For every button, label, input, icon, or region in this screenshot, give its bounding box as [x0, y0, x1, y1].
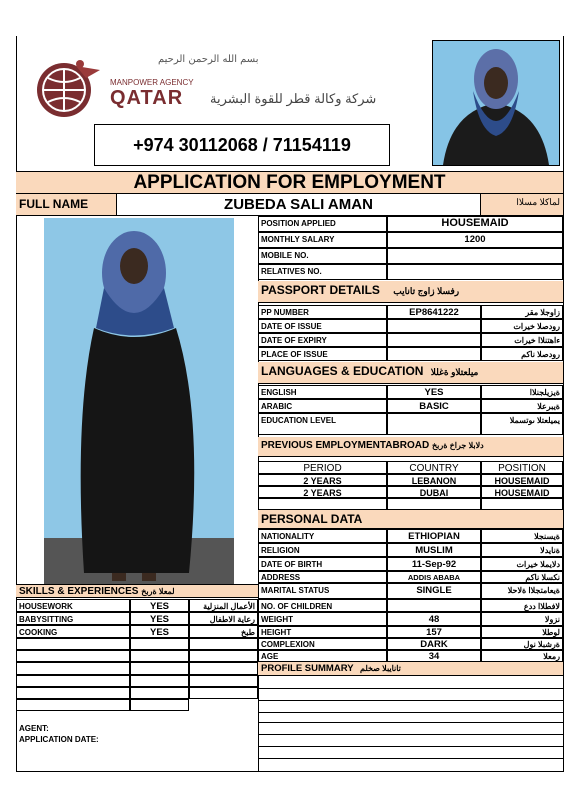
phone-box [94, 124, 390, 166]
address-value: ADDIS ABABA [387, 571, 481, 583]
passport-header-label: PASSPORT DETAILS [261, 283, 380, 297]
table-row: 2 YEARS [258, 474, 387, 486]
religion-value: MUSLIM [387, 543, 481, 557]
pp-number-value: EP8641222 [387, 305, 481, 319]
education-level-arabic: يميلعتلا ىوتسملا [481, 413, 563, 435]
table-row [481, 498, 563, 510]
babysitting-arabic: رعاية الاطفال [189, 612, 258, 625]
page-border-right [563, 36, 564, 772]
housework-label: HOUSEWORK [16, 599, 130, 612]
education-level-label: EDUCATION LEVEL [258, 413, 387, 435]
place-of-issue-arabic: رودصلا ناكم [481, 347, 563, 361]
babysitting-value: YES [130, 612, 189, 625]
table-row [387, 498, 481, 510]
languages-header-label: LANGUAGES & EDUCATION [261, 364, 424, 378]
profile-summary-header [258, 662, 563, 676]
form-title: APPLICATION FOR EMPLOYMENT [133, 172, 446, 193]
date-of-birth-label: DATE OF BIRTH [258, 557, 387, 571]
english-arabic: ةيزيلجنلاا [481, 385, 563, 399]
title-bar [16, 171, 563, 194]
complexion-value: DARK [387, 638, 481, 650]
profile-summary-label: PROFILE SUMMARY [261, 663, 354, 674]
portrait-figure [433, 41, 559, 165]
height-label: HEIGHT [258, 626, 387, 638]
phone-number: +974 30112068 / 71154119 [133, 135, 351, 155]
page-border-bottom [16, 771, 564, 772]
agency-name-arabic: شركة وكالة قطر للقوة البشرية [210, 91, 377, 106]
cooking-arabic: طبخ [189, 625, 258, 638]
full-body-photo [44, 218, 234, 584]
marital-status-label: MARITAL STATUS [258, 583, 387, 599]
date-of-issue-value [387, 319, 481, 333]
marital-status-value: SINGLE [387, 583, 481, 599]
height-arabic: لوطلا [481, 626, 563, 638]
languages-header-arabic: ميلعتلاو ةغللا [430, 367, 479, 377]
mobile-no-value [387, 248, 563, 264]
prev-employment-header [258, 437, 563, 457]
application-date-label: APPLICATION DATE: [19, 735, 99, 744]
prev-col-country: COUNTRY [387, 461, 481, 474]
religion-label: RELIGION [258, 543, 387, 557]
passport-header-arabic: رفسلا زاوج تانايب [393, 286, 460, 296]
nationality-label: NATIONALITY [258, 529, 387, 543]
height-value: 157 [387, 626, 481, 638]
portrait-photo [432, 40, 560, 166]
mobile-no-label: MOBILE NO. [258, 248, 387, 264]
table-row: LEBANON [387, 474, 481, 486]
agency-logo [30, 56, 104, 120]
date-of-expiry-value [387, 333, 481, 347]
profile-summary-arabic: تانايبلا صخلم [360, 664, 401, 673]
prev-col-period: PERIOD [258, 461, 387, 474]
prev-employment-header-label: PREVIOUS EMPLOYMENTABROAD [261, 440, 430, 451]
date-of-issue-arabic: رودصلا خيرات [481, 319, 563, 333]
skills-header-label: SKILLS & EXPERIENCES [19, 586, 139, 597]
age-arabic: رمعلا [481, 650, 563, 662]
marital-status-arabic: ةيعامتجلاا ةلاحلا [481, 583, 563, 599]
personal-header-label: PERSONAL DATA [261, 512, 363, 526]
cooking-label: COOKING [16, 625, 130, 638]
languages-header [258, 362, 563, 384]
weight-arabic: نزولا [481, 612, 563, 626]
globe-icon [30, 56, 104, 120]
full-name-label: FULL NAME [16, 194, 116, 216]
religion-arabic: ةنايدلا [481, 543, 563, 557]
position-applied-label: POSITION APPLIED [258, 216, 387, 232]
prev-col-position: POSITION [481, 461, 563, 474]
date-of-issue-label: DATE OF ISSUE [258, 319, 387, 333]
nationality-value: ETHIOPIAN [387, 529, 481, 543]
monthly-salary-value: 1200 [387, 232, 563, 248]
agency-name-small: MANPOWER AGENCY [110, 78, 194, 87]
relatives-no-value [387, 264, 563, 280]
date-of-birth-value: 11-Sep-92 [387, 557, 481, 571]
housework-value: YES [130, 599, 189, 612]
complexion-label: COMPLEXION [258, 638, 387, 650]
date-of-expiry-label: DATE OF EXPIRY [258, 333, 387, 347]
table-row [258, 498, 387, 510]
age-label: AGE [258, 650, 387, 662]
arabic-label: ARABIC [258, 399, 387, 413]
address-label: ADDRESS [258, 571, 387, 583]
english-value: YES [387, 385, 481, 399]
place-of-issue-label: PLACE OF ISSUE [258, 347, 387, 361]
age-value: 34 [387, 650, 481, 662]
table-row: HOUSEMAID [481, 474, 563, 486]
passport-header [258, 281, 563, 303]
date-of-birth-arabic: دلايملا خيرات [481, 557, 563, 571]
complexion-arabic: ةرشبلا نول [481, 638, 563, 650]
children-arabic: لافطلاا ددع [481, 599, 563, 612]
table-row: 2 YEARS [258, 486, 387, 498]
table-row: DUBAI [387, 486, 481, 498]
weight-label: WEIGHT [258, 612, 387, 626]
table-row: HOUSEMAID [481, 486, 563, 498]
education-level-value [387, 413, 481, 435]
full-name-value: ZUBEDA SALI AMAN [116, 194, 481, 216]
full-body-figure [44, 218, 234, 584]
date-of-expiry-arabic: ءاهتنلاا خيرات [481, 333, 563, 347]
position-applied-value: HOUSEMAID [387, 216, 563, 232]
full-name-arabic: لماكلا مسلاا [481, 194, 563, 216]
skills-header [16, 584, 258, 598]
babysitting-label: BABYSITTING [16, 612, 130, 625]
arabic-arabic: ةيبرعلا [481, 399, 563, 413]
prev-employment-header-arabic: دلابلا جراخ ةربخ [431, 441, 484, 450]
cooking-value: YES [130, 625, 189, 638]
english-label: ENGLISH [258, 385, 387, 399]
pp-number-label: PP NUMBER [258, 305, 387, 319]
children-label: NO. OF CHILDREN [258, 599, 387, 612]
personal-header [258, 510, 563, 529]
relatives-no-label: RELATIVES NO. [258, 264, 387, 280]
pp-number-arabic: زاوجلا مقر [481, 305, 563, 319]
children-value [387, 599, 481, 612]
nationality-arabic: ةيسنجلا [481, 529, 563, 543]
bismillah-text: بسم الله الرحمن الرحيم [158, 54, 259, 65]
skills-header-arabic: لمعلا ةربخ [141, 587, 175, 596]
monthly-salary-label: MONTHLY SALARY [258, 232, 387, 248]
housework-arabic: الأعمال المنزلية [189, 599, 258, 612]
arabic-value: BASIC [387, 399, 481, 413]
weight-value: 48 [387, 612, 481, 626]
address-arabic: نكسلا ناكم [481, 571, 563, 583]
agency-name-big: QATAR [110, 87, 184, 109]
place-of-issue-value [387, 347, 481, 361]
agent-label: AGENT: [19, 724, 49, 733]
